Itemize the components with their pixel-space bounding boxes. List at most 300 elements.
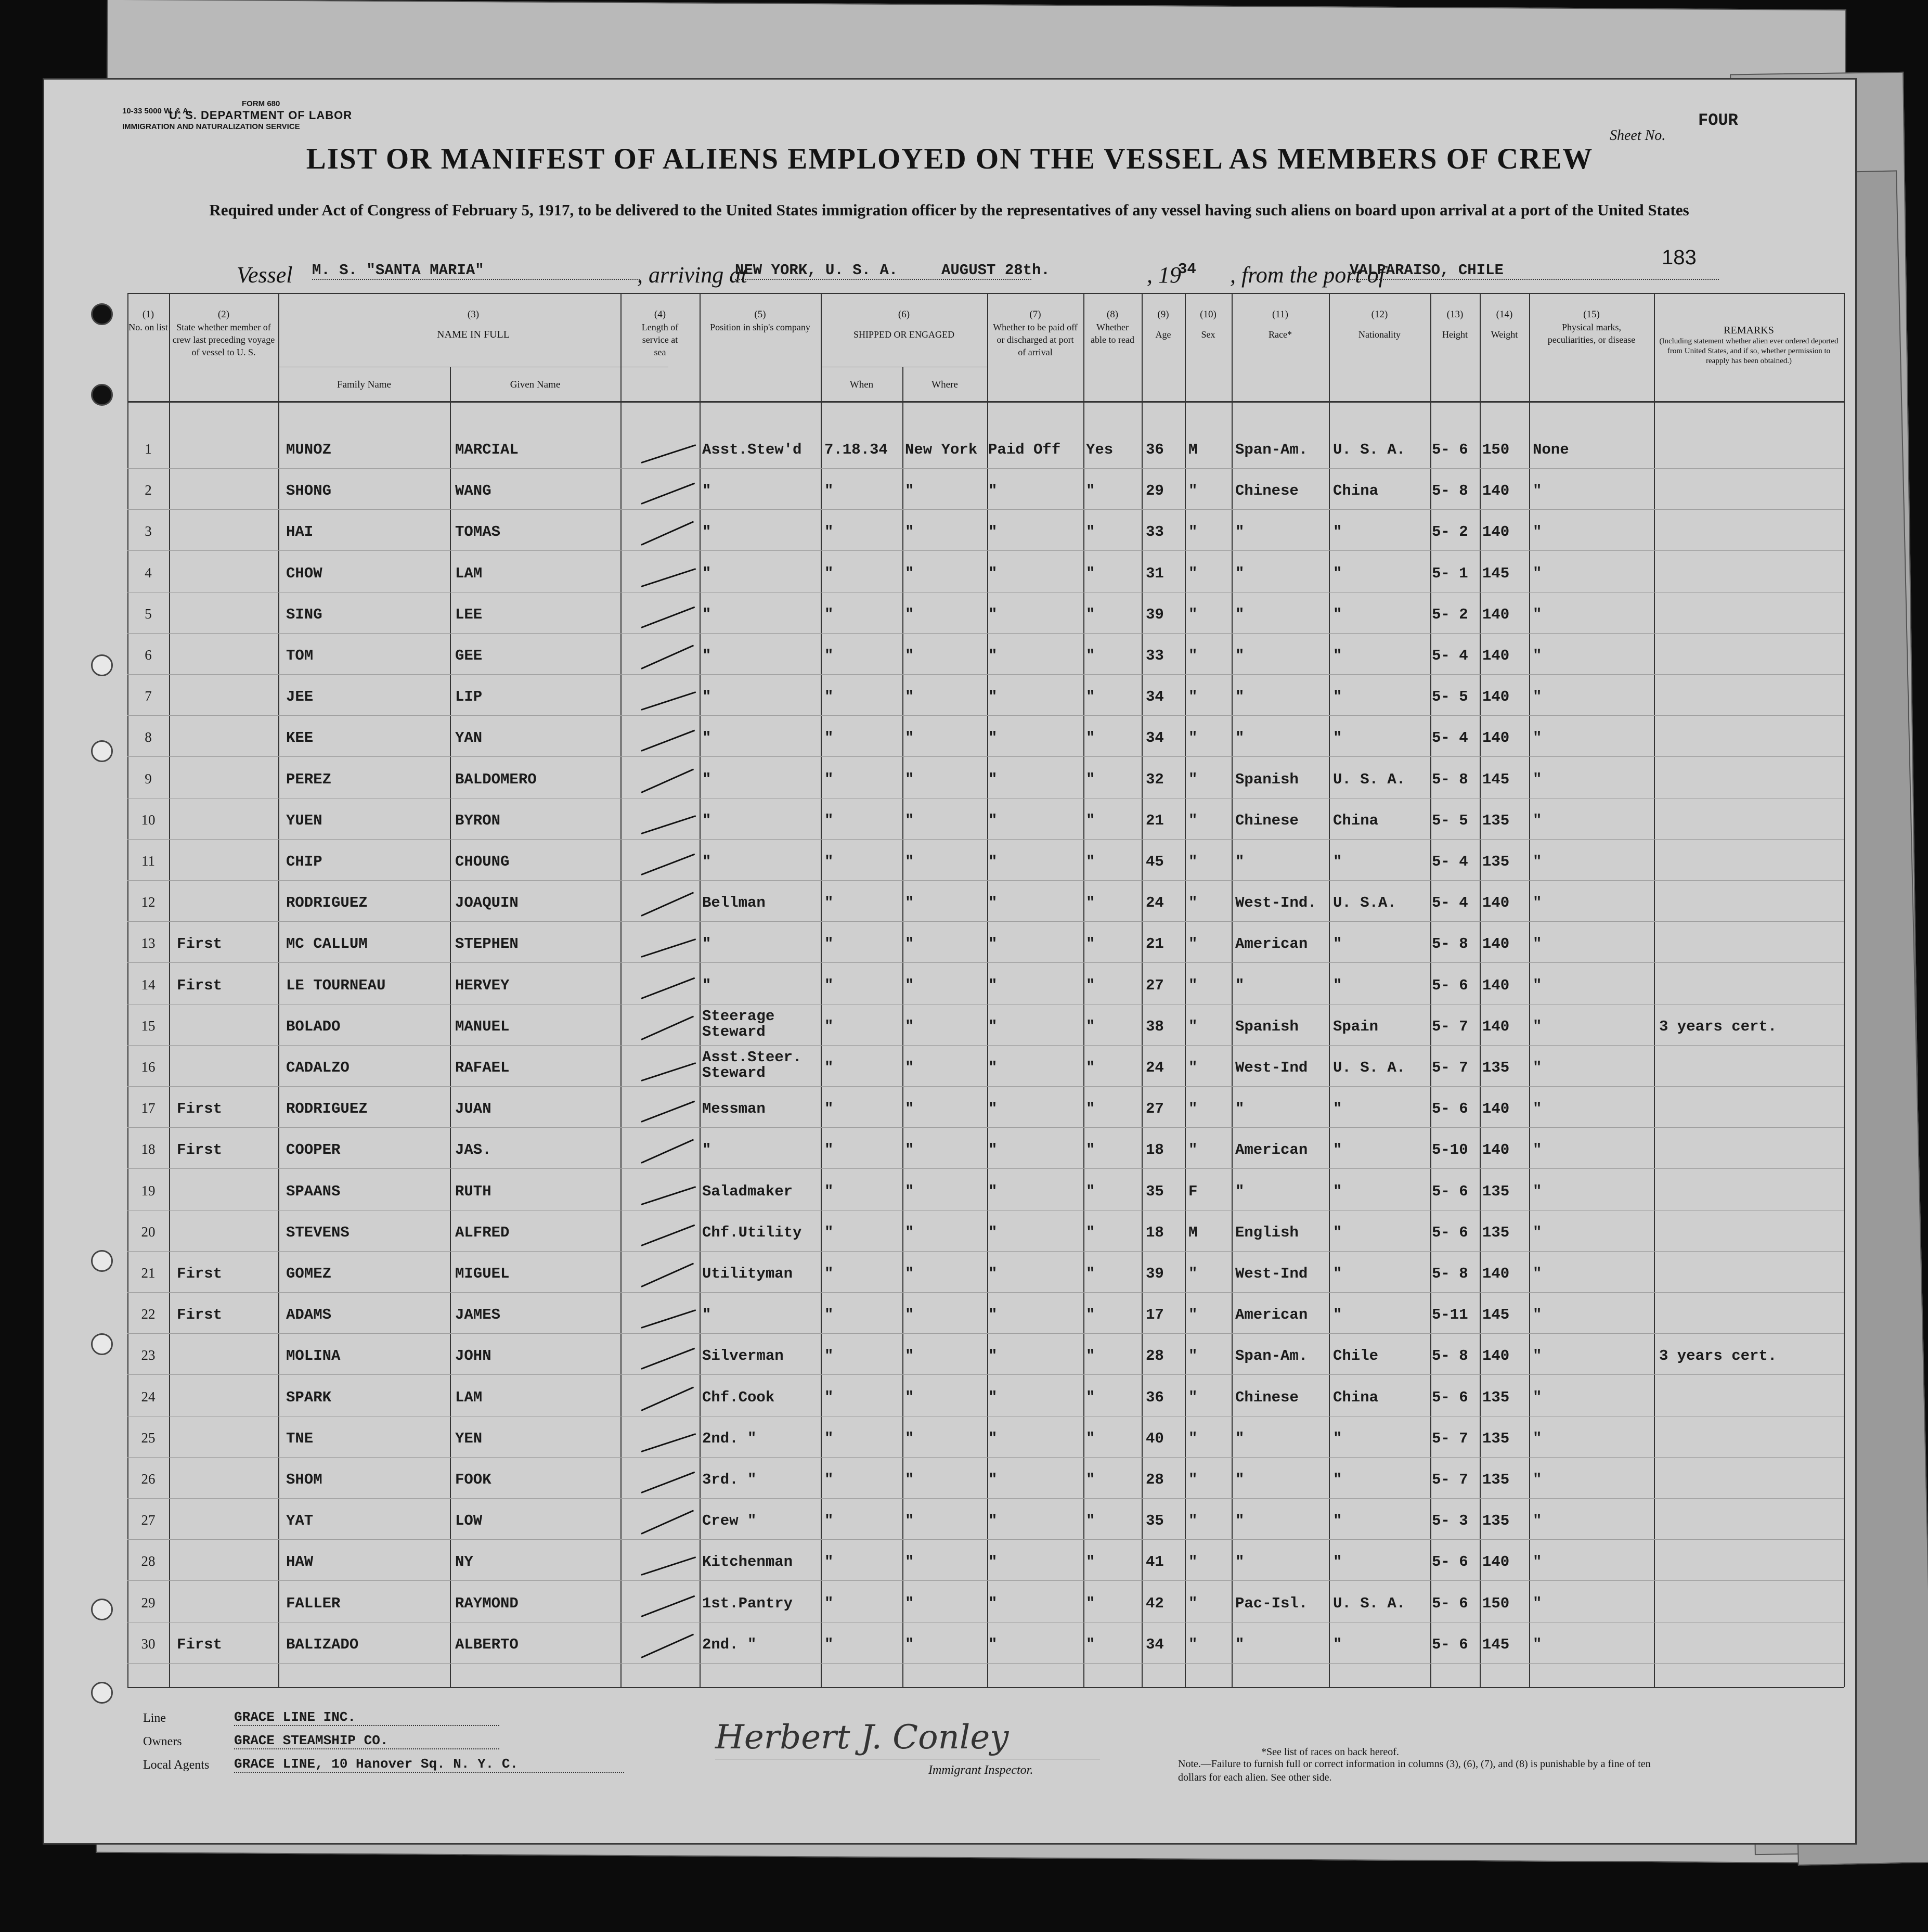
cell-when: ": [824, 729, 834, 747]
cell-age: 34: [1146, 729, 1164, 747]
cell-nationality: ": [1333, 1182, 1342, 1200]
cell-no: 20: [141, 1223, 156, 1240]
cell-age: 21: [1146, 812, 1164, 829]
cell-race: ": [1235, 729, 1245, 747]
cell-weight: 140: [1482, 647, 1510, 664]
cell-read: Yes: [1086, 441, 1114, 458]
cell-where: ": [905, 523, 914, 541]
service-check-mark: [641, 691, 696, 711]
cell-given: RAYMOND: [455, 1594, 519, 1612]
punch-hole: [91, 740, 113, 762]
service-check-mark: [641, 1472, 695, 1493]
cell-given: JOHN: [455, 1347, 491, 1365]
cell-remarks: 3 years cert.: [1659, 1017, 1777, 1035]
header-bottom-rule: [127, 401, 1844, 403]
cell-family: PEREZ: [286, 770, 332, 788]
column-header: (6) SHIPPED OR ENGAGED: [853, 309, 954, 340]
cell-no: 26: [141, 1471, 156, 1487]
cell-nationality: ": [1333, 1471, 1342, 1488]
agents-value: GRACE LINE, 10 Hanover Sq. N. Y. C.: [234, 1756, 624, 1773]
line-label: Line: [143, 1711, 166, 1725]
col-rule: [1654, 293, 1655, 1687]
row-rule: [127, 1086, 1844, 1087]
cell-when: ": [824, 688, 834, 706]
cell-marks: ": [1533, 1429, 1542, 1447]
row-rule: [127, 715, 1844, 716]
cell-read: ": [1086, 1223, 1095, 1241]
cell-where: ": [905, 1512, 914, 1530]
cell-where: ": [905, 1017, 914, 1035]
column-header: (2) State whether member of crew last preceding voyage of vessel to U. S.: [172, 309, 275, 357]
cell-family: GOMEZ: [286, 1265, 332, 1282]
column-header: (12) Nationality: [1358, 309, 1401, 340]
col-rule: [127, 293, 128, 1687]
cell-paid: ": [988, 976, 998, 994]
cell-marks: ": [1533, 935, 1542, 953]
cell-position: ": [702, 812, 711, 829]
cell-family: COOPER: [286, 1141, 341, 1159]
cell-where: ": [905, 1429, 914, 1447]
cell-where: ": [905, 482, 914, 500]
cell-no: 25: [141, 1429, 156, 1446]
cell-sex: ": [1188, 1265, 1198, 1282]
cell-paid: ": [988, 647, 998, 664]
cell-prev: First: [177, 1100, 223, 1118]
cell-weight: 140: [1482, 1100, 1510, 1118]
cell-when: ": [824, 1635, 834, 1653]
cell-marks: ": [1533, 1347, 1542, 1365]
agents-label: Local Agents: [143, 1758, 210, 1772]
cell-age: 42: [1146, 1594, 1164, 1612]
cell-race: Spanish: [1235, 1017, 1299, 1035]
cell-height: 5- 6: [1432, 1594, 1468, 1612]
cell-given: JUAN: [455, 1100, 491, 1118]
cell-nationality: China: [1333, 482, 1379, 500]
cell-age: 27: [1146, 976, 1164, 994]
cell-where: ": [905, 1059, 914, 1076]
cell-weight: 150: [1482, 441, 1510, 458]
row-rule: [127, 1333, 1844, 1334]
races-note: *See list of races on back hereof.: [1261, 1746, 1399, 1758]
punch-hole: [91, 1333, 113, 1355]
cell-nationality: ": [1333, 1635, 1342, 1653]
vessel-name: M. S. "SANTA MARIA": [312, 262, 640, 280]
cell-height: 5- 4: [1432, 729, 1468, 747]
cell-weight: 140: [1482, 1141, 1510, 1159]
cell-height: 5-10: [1432, 1141, 1468, 1159]
cell-family: STEVENS: [286, 1223, 350, 1241]
cell-family: TNE: [286, 1429, 314, 1447]
cell-family: RODRIGUEZ: [286, 894, 368, 912]
col-rule: [1232, 293, 1233, 1687]
cell-read: ": [1086, 1182, 1095, 1200]
cell-nationality: China: [1333, 812, 1379, 829]
service-check-mark: [641, 730, 695, 752]
vessel-label: Vessel: [237, 262, 293, 288]
cell-when: ": [824, 564, 834, 582]
cell-nationality: Spain: [1333, 1017, 1379, 1035]
cell-no: 19: [141, 1182, 156, 1199]
cell-family: MOLINA: [286, 1347, 341, 1365]
row-rule: [127, 1374, 1844, 1375]
cell-position: Asst.Steer. Steward: [702, 1049, 802, 1081]
cell-sex: M: [1188, 441, 1198, 458]
cell-where: ": [905, 1388, 914, 1406]
cell-paid: ": [988, 1182, 998, 1200]
cell-race: West-Ind.: [1235, 894, 1317, 912]
cell-when: ": [824, 1265, 834, 1282]
cell-where: ": [905, 729, 914, 747]
cell-position: Steerage Steward: [702, 1007, 775, 1040]
cell-family: SHOM: [286, 1471, 322, 1488]
cell-weight: 145: [1482, 1635, 1510, 1653]
cell-weight: 140: [1482, 935, 1510, 953]
cell-given: BALDOMERO: [455, 770, 537, 788]
cell-family: SHONG: [286, 482, 332, 500]
cell-read: ": [1086, 729, 1095, 747]
cell-position: ": [702, 976, 711, 994]
cell-given: YEN: [455, 1429, 483, 1447]
department-name: U. S. DEPARTMENT OF LABOR: [169, 109, 353, 122]
cell-read: ": [1086, 1388, 1095, 1406]
cell-weight: 150: [1482, 1594, 1510, 1612]
cell-marks: ": [1533, 812, 1542, 829]
cell-read: ": [1086, 1429, 1095, 1447]
service-check-mark: [641, 645, 694, 669]
cell-marks: ": [1533, 1471, 1542, 1488]
print-code: 10-33 5000 W. & A.: [122, 107, 191, 115]
cell-paid: ": [988, 1512, 998, 1530]
cell-where: ": [905, 976, 914, 994]
cell-read: ": [1086, 1635, 1095, 1653]
cell-paid: ": [988, 770, 998, 788]
cell-nationality: U. S. A.: [1333, 770, 1406, 788]
cell-height: 5- 4: [1432, 647, 1468, 664]
row-rule: [127, 1498, 1844, 1499]
cell-where: ": [905, 1306, 914, 1324]
cell-height: 5- 6: [1432, 1553, 1468, 1571]
cell-position: ": [702, 688, 711, 706]
cell-prev: First: [177, 1141, 223, 1159]
cell-given: LAM: [455, 1388, 483, 1406]
cell-age: 27: [1146, 1100, 1164, 1118]
cell-where: ": [905, 1347, 914, 1365]
cell-weight: 140: [1482, 976, 1510, 994]
cell-read: ": [1086, 976, 1095, 994]
cell-sex: ": [1188, 482, 1198, 500]
cell-no: 7: [145, 688, 152, 704]
cell-nationality: China: [1333, 1388, 1379, 1406]
column-header: (8) Whether able to read: [1091, 309, 1134, 345]
cell-sex: ": [1188, 523, 1198, 541]
cell-position: 2nd. ": [702, 1429, 757, 1447]
cell-nationality: U. S. A.: [1333, 1594, 1406, 1612]
cell-paid: ": [988, 1265, 998, 1282]
cell-when: ": [824, 853, 834, 870]
cell-read: ": [1086, 1347, 1095, 1365]
cell-marks: ": [1533, 894, 1542, 912]
cell-position: Messman: [702, 1100, 766, 1118]
cell-age: 24: [1146, 894, 1164, 912]
cell-sex: ": [1188, 564, 1198, 582]
line-value: GRACE LINE INC.: [234, 1709, 499, 1726]
col-rule: [1480, 293, 1481, 1687]
sheet-label: Sheet No.: [1610, 127, 1666, 144]
cell-when: ": [824, 1429, 834, 1447]
cell-no: 9: [145, 770, 152, 787]
cell-race: ": [1235, 688, 1245, 706]
cell-no: 24: [141, 1388, 156, 1405]
row-rule: [127, 468, 1844, 469]
cell-paid: ": [988, 688, 998, 706]
cell-position: ": [702, 1306, 711, 1324]
cell-weight: 140: [1482, 1265, 1510, 1282]
row-rule: [127, 633, 1844, 634]
cell-weight: 135: [1482, 1512, 1510, 1530]
cell-height: 5- 8: [1432, 935, 1468, 953]
row-rule: [127, 1251, 1844, 1252]
service-check-mark: [641, 938, 696, 958]
cell-paid: ": [988, 1635, 998, 1653]
cell-nationality: ": [1333, 647, 1342, 664]
cell-paid: ": [988, 1553, 998, 1571]
cell-position: Kitchenman: [702, 1553, 793, 1571]
cell-marks: ": [1533, 1388, 1542, 1406]
cell-sex: ": [1188, 729, 1198, 747]
cell-given: RAFAEL: [455, 1059, 510, 1076]
cell-height: 5- 8: [1432, 770, 1468, 788]
cell-when: ": [824, 1553, 834, 1571]
service-check-mark: [641, 1348, 695, 1370]
cell-sex: ": [1188, 770, 1198, 788]
cell-read: ": [1086, 1306, 1095, 1324]
cell-height: 5- 6: [1432, 1223, 1468, 1241]
cell-race: ": [1235, 606, 1245, 623]
cell-age: 36: [1146, 1388, 1164, 1406]
cell-no: 28: [141, 1553, 156, 1569]
cell-marks: ": [1533, 976, 1542, 994]
cell-family: YUEN: [286, 812, 322, 829]
subheader-when: When: [849, 379, 874, 390]
cell-height: 5- 4: [1432, 894, 1468, 912]
subheader-family-name: Family Name: [337, 379, 391, 390]
arriving-label: , arriving at: [637, 262, 747, 288]
cell-weight: 135: [1482, 1182, 1510, 1200]
cell-sex: ": [1188, 1594, 1198, 1612]
cell-age: 38: [1146, 1017, 1164, 1035]
cell-height: 5-11: [1432, 1306, 1468, 1324]
penalty-note: Note.—Failure to furnish full or correct information in columns (3), (6), (7), and (8) is punishable by a fine of ten dollars for each alien. See other side.: [1178, 1758, 1651, 1783]
cell-nationality: ": [1333, 688, 1342, 706]
cell-race: Chinese: [1235, 482, 1299, 500]
column-header: (5) Position in ship's company: [710, 309, 810, 332]
cell-where: New York: [905, 441, 978, 458]
cell-position: Chf.Cook: [702, 1388, 775, 1406]
cell-no: 4: [145, 564, 152, 581]
cell-height: 5- 2: [1432, 523, 1468, 541]
cell-nationality: U. S.A.: [1333, 894, 1396, 912]
cell-race: ": [1235, 1429, 1245, 1447]
cell-paid: ": [988, 812, 998, 829]
cell-when: ": [824, 812, 834, 829]
cell-no: 13: [141, 935, 156, 951]
arrival-date: AUGUST 28th.: [941, 262, 1050, 279]
cell-age: 45: [1146, 853, 1164, 870]
cell-race: ": [1235, 1182, 1245, 1200]
cell-weight: 140: [1482, 606, 1510, 623]
cell-given: HERVEY: [455, 976, 510, 994]
table-bottom-rule: [127, 1687, 1844, 1688]
cell-weight: 140: [1482, 1553, 1510, 1571]
cell-nationality: ": [1333, 1429, 1342, 1447]
col-rule: [1529, 293, 1530, 1687]
cell-given: MIGUEL: [455, 1265, 510, 1282]
cell-sex: ": [1188, 1553, 1198, 1571]
cell-no: 21: [141, 1265, 156, 1281]
cell-position: Bellman: [702, 894, 766, 912]
cell-race: West-Ind: [1235, 1059, 1308, 1076]
cell-given: FOOK: [455, 1471, 491, 1488]
cell-marks: ": [1533, 688, 1542, 706]
col-rule: [169, 293, 170, 1687]
cell-age: 18: [1146, 1223, 1164, 1241]
cell-marks: ": [1533, 1306, 1542, 1324]
cell-race: ": [1235, 1553, 1245, 1571]
cell-prev: First: [177, 1306, 223, 1324]
cell-read: ": [1086, 647, 1095, 664]
cell-marks: ": [1533, 853, 1542, 870]
col-rule: [620, 293, 622, 1687]
cell-age: 21: [1146, 935, 1164, 953]
col-rule: [1844, 293, 1845, 1687]
cell-age: 33: [1146, 523, 1164, 541]
column-header: (14) Weight: [1491, 309, 1518, 340]
cell-race: Chinese: [1235, 812, 1299, 829]
cell-no: 30: [141, 1635, 156, 1652]
cell-family: KEE: [286, 729, 314, 747]
cell-weight: 135: [1482, 812, 1510, 829]
cell-where: ": [905, 1553, 914, 1571]
cell-weight: 140: [1482, 894, 1510, 912]
cell-family: RODRIGUEZ: [286, 1100, 368, 1118]
cell-weight: 135: [1482, 1059, 1510, 1076]
arrival-year: 34: [1178, 261, 1196, 278]
service-name: IMMIGRATION AND NATURALIZATION SERVICE: [122, 122, 300, 131]
cell-given: WANG: [455, 482, 491, 500]
cell-age: 18: [1146, 1141, 1164, 1159]
cell-sex: ": [1188, 853, 1198, 870]
cell-no: 1: [145, 441, 152, 457]
cell-no: 29: [141, 1594, 156, 1611]
cell-marks: ": [1533, 1017, 1542, 1035]
cell-weight: 140: [1482, 729, 1510, 747]
cell-position: 2nd. ": [702, 1635, 757, 1653]
cell-marks: ": [1533, 647, 1542, 664]
cell-family: CHOW: [286, 564, 322, 582]
cell-position: Chf.Utility: [702, 1223, 802, 1241]
cell-where: ": [905, 1471, 914, 1488]
column-header: (15) Physical marks, peculiarities, or disease: [1547, 309, 1636, 345]
cell-given: RUTH: [455, 1182, 491, 1200]
service-check-mark: [641, 854, 695, 875]
column-header: (11) Race*: [1269, 309, 1292, 340]
cell-race: ": [1235, 564, 1245, 582]
cell-marks: ": [1533, 1223, 1542, 1241]
cell-no: 17: [141, 1100, 156, 1116]
cell-weight: 135: [1482, 1471, 1510, 1488]
cell-paid: ": [988, 1141, 998, 1159]
cell-where: ": [905, 1141, 914, 1159]
cell-sex: ": [1188, 1059, 1198, 1076]
service-check-mark: [641, 1015, 694, 1040]
cell-paid: ": [988, 606, 998, 623]
cell-nationality: Chile: [1333, 1347, 1379, 1365]
cell-read: ": [1086, 812, 1095, 829]
service-check-mark: [641, 1062, 696, 1081]
cell-race: Spanish: [1235, 770, 1299, 788]
service-check-mark: [641, 444, 696, 463]
cell-race: ": [1235, 976, 1245, 994]
cell-position: Asst.Stew'd: [702, 441, 802, 458]
cell-given: TOMAS: [455, 523, 501, 541]
cell-where: ": [905, 935, 914, 953]
cell-race: ": [1235, 853, 1245, 870]
cell-given: ALBERTO: [455, 1635, 519, 1653]
cell-no: 18: [141, 1141, 156, 1157]
cell-position: ": [702, 647, 711, 664]
owners-label: Owners: [143, 1735, 182, 1748]
cell-sex: ": [1188, 812, 1198, 829]
cell-nationality: ": [1333, 853, 1342, 870]
cell-weight: 140: [1482, 482, 1510, 500]
departure-port: VALPARAISO, CHILE: [1350, 262, 1719, 280]
cell-read: ": [1086, 482, 1095, 500]
cell-sex: ": [1188, 976, 1198, 994]
cell-given: LIP: [455, 688, 483, 706]
cell-height: 5- 3: [1432, 1512, 1468, 1530]
cell-age: 31: [1146, 564, 1164, 582]
cell-marks: ": [1533, 1059, 1542, 1076]
row-rule: [127, 550, 1844, 551]
cell-where: ": [905, 1100, 914, 1118]
cell-where: ": [905, 1182, 914, 1200]
cell-sex: ": [1188, 1388, 1198, 1406]
row-rule: [127, 962, 1844, 963]
cell-marks: ": [1533, 729, 1542, 747]
cell-sex: ": [1188, 606, 1198, 623]
cell-when: ": [824, 1306, 834, 1324]
cell-paid: ": [988, 853, 998, 870]
cell-height: 5- 6: [1432, 1100, 1468, 1118]
cell-when: ": [824, 935, 834, 953]
cell-height: 5- 2: [1432, 606, 1468, 623]
subheader-where: Where: [931, 379, 958, 390]
column-header: (3) NAME IN FULL: [437, 309, 510, 340]
cell-where: ": [905, 1223, 914, 1241]
cell-height: 5- 6: [1432, 1635, 1468, 1653]
cell-position: ": [702, 482, 711, 500]
cell-height: 5- 4: [1432, 853, 1468, 870]
cell-position: ": [702, 606, 711, 623]
cell-nationality: ": [1333, 1100, 1342, 1118]
cell-read: ": [1086, 564, 1095, 582]
punch-hole: [91, 384, 113, 406]
cell-family: HAI: [286, 523, 314, 541]
cell-race: West-Ind: [1235, 1265, 1308, 1282]
cell-paid: ": [988, 482, 998, 500]
cell-height: 5- 6: [1432, 1182, 1468, 1200]
cell-position: ": [702, 523, 711, 541]
